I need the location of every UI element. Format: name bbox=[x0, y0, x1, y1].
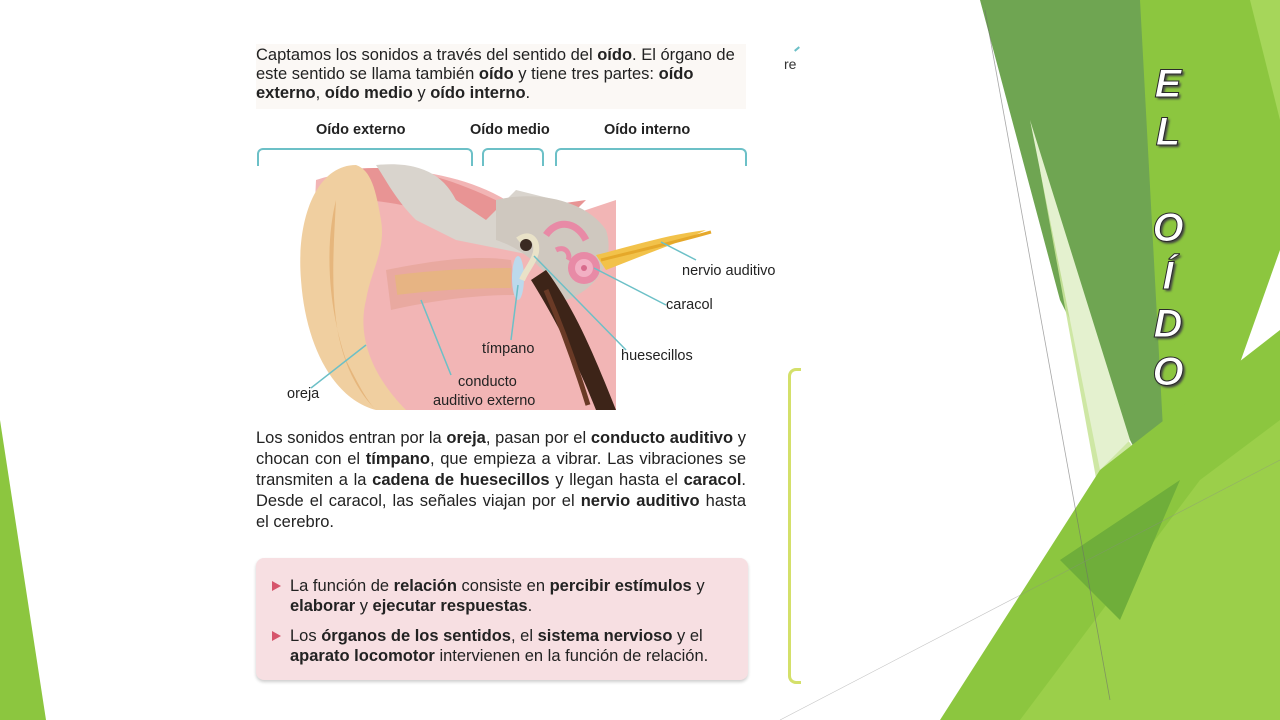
label-ear-canal-line2: auditivo externo bbox=[433, 393, 536, 409]
section-middle-ear-heading: Oído medio bbox=[470, 122, 550, 138]
summary-item: La función de relación consiste en percibir estímulos y elaborar y ejecutar respuestas. bbox=[272, 576, 750, 616]
bullet-triangle-icon bbox=[272, 581, 281, 591]
explanation-paragraph: Los sonidos entran por la oreja, pasan por el conducto auditivo y chocan con el tímpano, que empieza a vibrar. Las vibraciones se transmiten a la cadena de huesecillos y llegan hasta el caracol. Desde el caracol, las señales viajan por el nervio auditivo hasta el cerebro. bbox=[256, 429, 747, 531]
summary-box bbox=[256, 558, 748, 680]
section-outer-ear-heading: Oído externo bbox=[316, 122, 406, 138]
label-ear-canal-line1: conducto bbox=[458, 374, 517, 390]
label-ossicles: huesecillos bbox=[621, 348, 693, 364]
slide-title: E L O Í D O bbox=[1152, 62, 1184, 394]
cropped-text-fragment: re bbox=[784, 56, 797, 72]
label-pinna: oreja bbox=[287, 386, 320, 402]
label-eardrum: tímpano bbox=[482, 341, 535, 357]
label-cochlea: caracol bbox=[666, 297, 713, 313]
label-auditory-nerve: nervio auditivo bbox=[682, 263, 776, 279]
ear-anatomy-illustration bbox=[256, 160, 796, 420]
bullet-triangle-icon bbox=[272, 631, 281, 641]
summary-item: Los órganos de los sentidos, el sistema nervioso y el aparato locomotor intervienen en la función de relación. bbox=[272, 626, 750, 666]
section-inner-ear-heading: Oído interno bbox=[604, 122, 691, 138]
cropped-frame-edge bbox=[788, 368, 801, 684]
intro-paragraph: Captamos los sonidos a través del sentido del oído. El órgano de este sentido se llama también oído y tiene tres partes: oído externo, oído medio y oído interno. bbox=[256, 44, 746, 109]
